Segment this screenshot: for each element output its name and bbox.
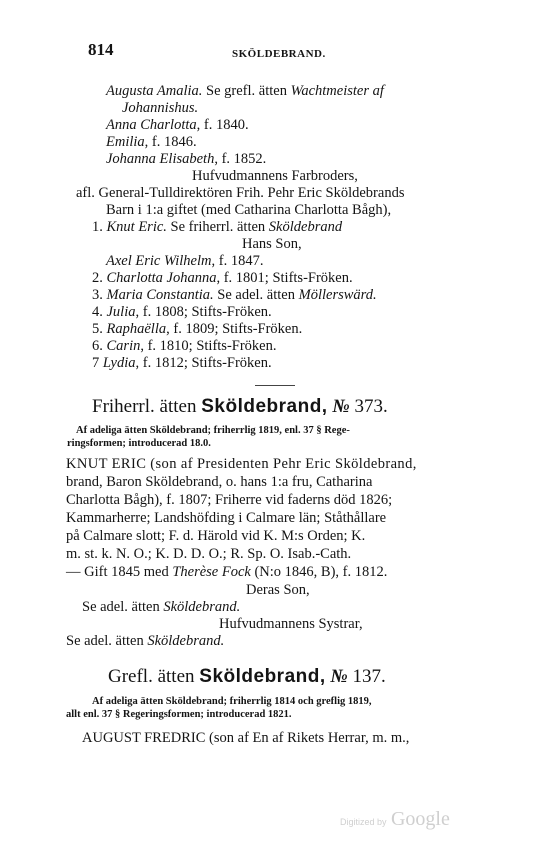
entry-run: Johannishus. [122, 100, 199, 116]
sons-reference [82, 599, 240, 616]
entry-run: Wachtmeister af [290, 83, 384, 99]
run: Sköldebrand. [163, 599, 241, 615]
sons-heading: Deras Son, [246, 582, 310, 598]
sisters-heading: Hufvudmannens Systrar, [219, 616, 363, 632]
run: Se adel. ätten [82, 599, 164, 615]
section-number: 137. [352, 666, 386, 687]
entry-run: 6. [92, 338, 107, 354]
entry-run: 3. [92, 287, 107, 303]
entry-line [76, 185, 404, 202]
entry-line [92, 219, 342, 236]
entry-run: Carin [106, 338, 141, 354]
entry-run: , f. 1840. [196, 117, 249, 133]
entry-line [106, 253, 263, 270]
section-note-2: allt enl. 37 § Regeringsformen; introducerad 1821. [66, 709, 292, 720]
entry-run: Hans Son, [242, 236, 302, 252]
entry-run: Hufvudmannens Farbroders, [192, 168, 358, 184]
entry-run: 4. [92, 304, 107, 320]
number-sign: № [332, 396, 350, 417]
entry-run: Lydia [102, 355, 136, 371]
family-name: Sköldebrand, [199, 666, 326, 687]
separator-rule [255, 385, 295, 386]
entry-run: , f. 1810; Stifts-Fröken. [140, 338, 277, 354]
entry-run: Maria Constantia. [106, 287, 214, 303]
entry-run: Charlotta Johanna [106, 270, 217, 286]
entry-line [106, 134, 197, 151]
body-line-2: brand, Baron Sköldebrand, o. hans 1:a fru, Catharina [66, 474, 373, 490]
entry-line [92, 287, 377, 304]
section-prefix: Friherrl. ätten [92, 396, 202, 417]
entry-line [106, 151, 266, 168]
body-line-4: Kammarherre; Landshöfding i Calmare län; Ståthållare [66, 510, 387, 526]
entry-run: 2. [92, 270, 107, 286]
body-line-3: Charlotta Bågh), f. 1807; Friherre vid faderns död 1826; [66, 492, 393, 508]
entry-run: Möllerswärd. [298, 287, 377, 303]
run: — Gift 1845 med [66, 564, 173, 580]
section-prefix: Grefl. ätten [108, 666, 200, 687]
entry-run: Se adel. ätten [213, 287, 299, 303]
entry-run: 5. [92, 321, 107, 337]
marriage-line [66, 564, 387, 581]
entry-run: Axel Eric Wilhelm [106, 253, 212, 269]
entry-run: Sköldebrand [268, 219, 343, 235]
run: Sköldebrand. [147, 633, 225, 649]
run: (N:o 1846, B), f. 1812. [250, 564, 388, 580]
number-sign: № [330, 666, 348, 687]
family-name: Sköldebrand, [201, 396, 328, 417]
entry-run: 7 [92, 355, 103, 371]
entry-run: , f. 1846. [144, 134, 197, 150]
sisters-reference [66, 633, 224, 650]
entry-line [106, 83, 384, 100]
entry-run: , f. 1809; Stifts-Fröken. [166, 321, 303, 337]
entry-run: 1. [92, 219, 107, 235]
run: Therèse Fock [172, 564, 251, 580]
body-line-6: m. st. k. N. O.; K. D. D. O.; R. Sp. O. Isab.-Cath. [66, 546, 352, 562]
entry-line [92, 304, 272, 321]
section-note-1: Af adeliga ätten Sköldebrand; friherrlig 1819, enl. 37 § Rege- [76, 425, 350, 436]
entry-line [92, 338, 276, 355]
digitized-watermark [340, 808, 450, 831]
section-note-1: Af adeliga ätten Sköldebrand; friherrlig 1814 och greflig 1819, [92, 696, 372, 707]
page-number: 814 [88, 40, 114, 59]
section-heading-friherrl [92, 398, 388, 415]
entry-line [92, 355, 272, 372]
entry-line [242, 236, 302, 253]
section-number: 373. [354, 396, 388, 417]
entry-line [192, 168, 358, 185]
entry-line [92, 321, 302, 338]
entry-line [122, 100, 198, 117]
section-heading-grefl [108, 668, 386, 685]
entry-run: Anna Charlotta [106, 117, 197, 133]
entry-line [92, 270, 353, 287]
entry-run: , f. 1852. [214, 151, 267, 167]
entry-run: Raphaëlla [106, 321, 167, 337]
entry-run: Johanna Elisabeth [106, 151, 215, 167]
running-title: SKÖLDEBRAND. [232, 48, 326, 60]
body-line-5: på Calmare slott; F. d. Härold vid K. M:s Orden; K. [66, 528, 366, 544]
entry-run: Se grefl. ätten [202, 83, 291, 99]
entry-run: Emilia [106, 134, 145, 150]
entry-line [106, 202, 391, 219]
entry-run: , f. 1812; Stifts-Fröken. [135, 355, 272, 371]
entry-run: afl. General-Tulldirektören Frih. Pehr Eric Sköldebrands [76, 185, 405, 201]
section-note-2: ringsformen; introducerad 18.0. [67, 438, 211, 449]
entry-line [106, 117, 249, 134]
entry-run: Se friherrl. ätten [166, 219, 269, 235]
body-line-1: KNUT ERIC (son af Presidenten Pehr Eric Sköldebrand, [66, 456, 417, 472]
body-line-1: AUGUST FREDRIC (son af En af Rikets Herrar, m. m., [82, 730, 410, 746]
google-logo: Google [390, 808, 450, 830]
entry-run: Barn i 1:a giftet (med Catharina Charlotta Bågh), [106, 202, 392, 218]
run: Se adel. ätten [66, 633, 148, 649]
entry-run: , f. 1808; Stifts-Fröken. [135, 304, 272, 320]
watermark-prefix: Digitized by [340, 817, 387, 827]
entry-run: Knut Eric. [106, 219, 167, 235]
entry-run: Augusta Amalia. [106, 83, 203, 99]
entry-run: , f. 1847. [211, 253, 264, 269]
entry-run: Julia [106, 304, 136, 320]
entry-run: , f. 1801; Stifts-Fröken. [216, 270, 353, 286]
